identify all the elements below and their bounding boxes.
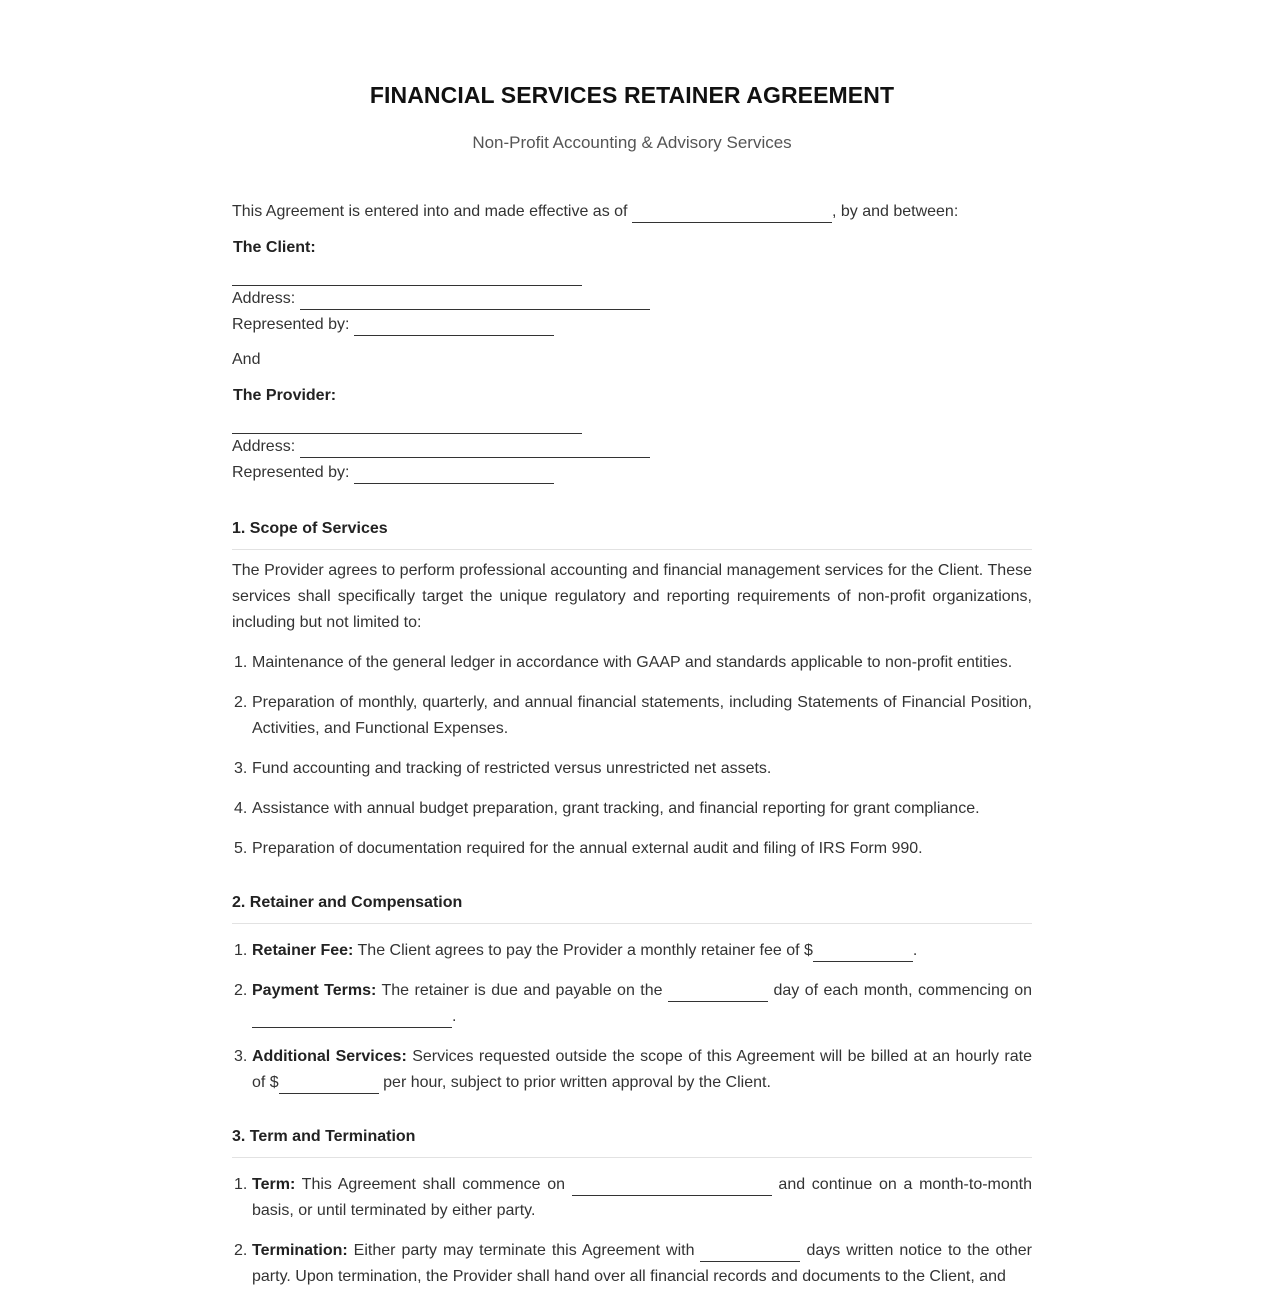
list-item-text: Preparation of documentation required for the annual external audit and filing of IRS Form 990. <box>252 840 923 857</box>
provider-represented-label: Represented by: <box>232 464 350 481</box>
list-item-text: Assistance with annual budget preparation, grant tracking, and financial reporting for grant compliance. <box>252 800 980 817</box>
list-item: 1. Term: This Agreement shall commence on and continue on a month-to-month basis, or until terminated by either party. <box>234 1176 1033 1219</box>
retainer-fee-text: The Client agrees to pay the Provider a monthly retainer fee of $ <box>357 942 813 959</box>
and-text: And <box>232 351 261 368</box>
provider-represented-row <box>232 460 1032 486</box>
additional-services-text-b: per hour, subject to prior written approval by the Client. <box>383 1074 771 1091</box>
retainer-fee-field[interactable] <box>813 942 913 962</box>
intro-text-after: , by and between: <box>831 203 959 220</box>
provider-heading: The Provider: <box>233 387 337 404</box>
termination-text: Either party may terminate this Agreement with <box>353 1242 695 1259</box>
document-subtitle: Non-Profit Accounting & Advisory Services <box>472 133 792 152</box>
payment-start-date-field[interactable] <box>252 1008 452 1028</box>
list-item: 5. Preparation of documentation required for the annual external audit and filing of IRS Form 990. <box>234 840 923 857</box>
termination-text-b: days written notice to the other party. Upon termination, the Provider shall hand over all financial records and documents to the Client, and <box>252 1242 1032 1285</box>
retainer-fee-label: Retainer Fee: <box>252 942 354 959</box>
section-heading-term: 3. Term and Termination <box>232 1124 1032 1158</box>
provider-address-label: Address: <box>232 438 296 455</box>
list-item: 4. Assistance with annual budget preparation, grant tracking, and financial reporting for grant compliance. <box>234 800 980 817</box>
list-item: 3. Additional Services: Services requested outside the scope of this Agreement will be billed at an hourly rate of $ per hour, subject to prior written approval by the Client. <box>232 1044 1032 1096</box>
list-item: 1. Retainer Fee: The Client agrees to pay the Provider a monthly retainer fee of $ . <box>232 938 1032 964</box>
additional-services-label: Additional Services: <box>252 1048 407 1065</box>
client-address-field[interactable] <box>300 290 650 310</box>
scope-list <box>232 650 1032 862</box>
list-item-text: Fund accounting and tracking of restricted versus unrestricted net assets. <box>252 760 772 777</box>
term-label: Term: <box>252 1176 296 1193</box>
client-heading: The Client: <box>233 239 316 256</box>
term-text: This Agreement shall commence on <box>301 1176 566 1193</box>
list-item: 2. Preparation of monthly, quarterly, and annual financial statements, including Statements of Financial Position, Activities, and Functional Expenses. <box>234 694 1032 737</box>
compensation-list <box>232 938 1032 1096</box>
list-item: 3. Fund accounting and tracking of restricted versus unrestricted net assets. <box>234 760 772 777</box>
client-represented-field[interactable] <box>354 316 554 336</box>
retainer-fee-end: . <box>912 942 918 959</box>
client-represented-row <box>232 312 1032 338</box>
effective-date-field[interactable] <box>632 203 832 223</box>
list-item-text: Preparation of monthly, quarterly, and annual financial statements, including Statements of Financial Position, Activities, and Functional Expenses. <box>252 694 1032 737</box>
section-heading-scope: 1. Scope of Services <box>232 516 1032 550</box>
payment-terms-label: Payment Terms: <box>252 982 377 999</box>
section-heading-compensation: 2. Retainer and Compensation <box>232 890 1032 924</box>
hourly-rate-field[interactable] <box>279 1074 379 1094</box>
provider-address-row <box>232 434 1032 460</box>
term-start-date-field[interactable] <box>572 1176 772 1196</box>
document-title: FINANCIAL SERVICES RETAINER AGREEMENT <box>369 82 895 108</box>
term-list <box>232 1172 1032 1290</box>
list-item: 1. Maintenance of the general ledger in accordance with GAAP and standards applicable to non-profit entities. <box>234 654 1013 671</box>
list-item: 2. Payment Terms: The retainer is due and payable on the day of each month, commencing on . <box>232 978 1032 1030</box>
termination-label: Termination: <box>252 1242 348 1259</box>
term-text-b: and continue on a month-to-month basis, or until terminated by either party. <box>252 1176 1033 1219</box>
provider-name-field[interactable] <box>232 413 582 434</box>
provider-address-field[interactable] <box>300 438 650 458</box>
list-item: 2. Termination: Either party may terminate this Agreement with days written notice to the other party. Upon termination, the Provider shall hand over all financial records and documents to the Client, and <box>234 1242 1032 1285</box>
payment-terms-text: The retainer is due and payable on the <box>381 982 663 999</box>
payment-day-field[interactable] <box>668 982 768 1002</box>
provider-represented-field[interactable] <box>354 464 554 484</box>
intro-text: This Agreement is entered into and made effective as of <box>232 203 628 220</box>
payment-terms-text-b: day of each month, commencing on <box>773 982 1033 999</box>
additional-services-text: Services requested outside the scope of this Agreement will be billed at an hourly rate of $ <box>252 1048 1033 1091</box>
client-represented-label: Represented by: <box>232 316 350 333</box>
scope-paragraph: The Provider agrees to perform professional accounting and financial management services for the Client. These services shall specifically target the unique regulatory and reporting requirements of non-profit organizations, including but not limited to: <box>232 562 1032 631</box>
client-name-field[interactable] <box>232 265 582 286</box>
agreement-document <box>232 0 1032 1290</box>
notice-days-field[interactable] <box>700 1242 800 1262</box>
client-address-label: Address: <box>232 290 296 307</box>
payment-terms-end: . <box>452 1008 457 1025</box>
intro-paragraph <box>232 199 1032 225</box>
list-item-text: Maintenance of the general ledger in accordance with GAAP and standards applicable to non-profit entities. <box>252 654 1013 671</box>
client-address-row <box>232 286 1032 312</box>
